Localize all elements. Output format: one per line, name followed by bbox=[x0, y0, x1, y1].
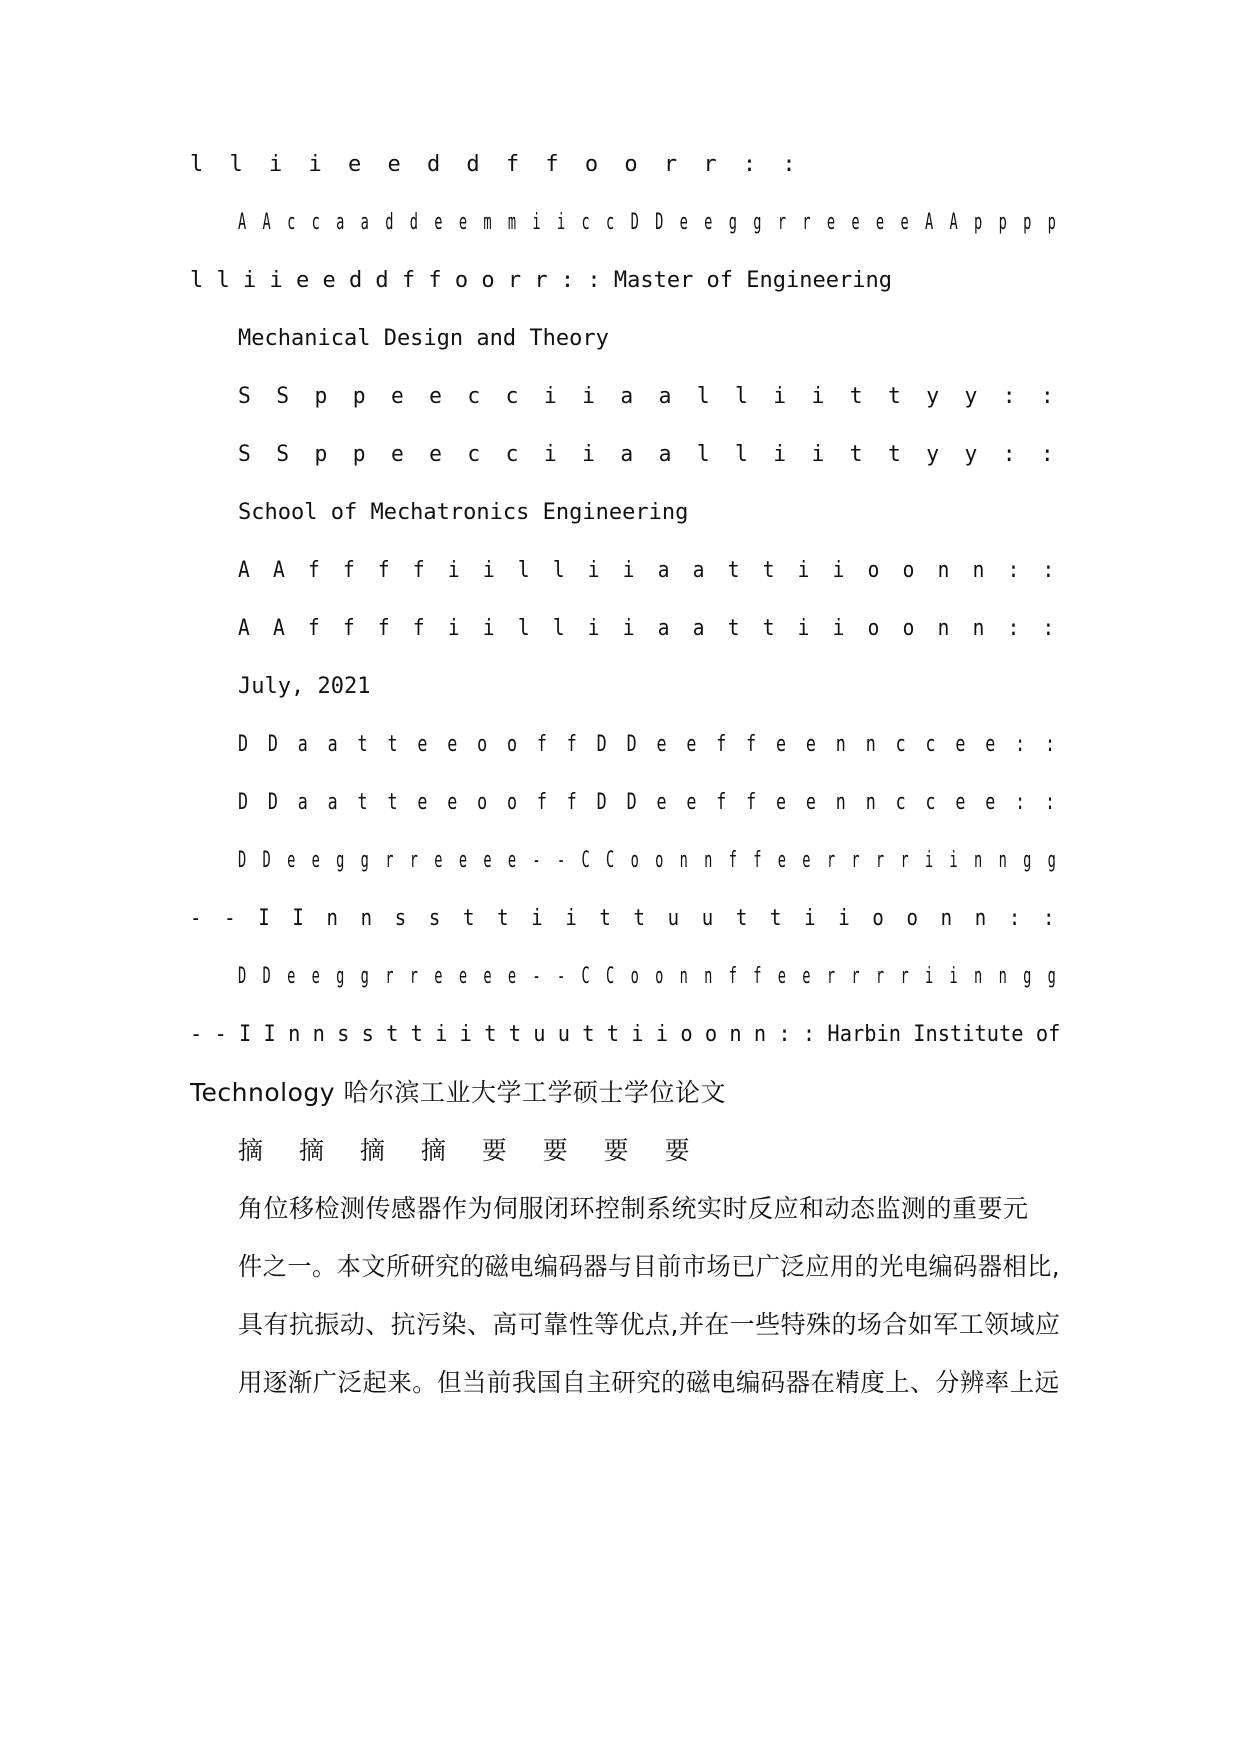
text-line-12: D D a a t t e e o o f f D D e e f f e e n n c c e e : : bbox=[238, 790, 1060, 815]
text-line-17: Technology 哈尔滨工业大学工学硕士学位论文 bbox=[190, 1078, 726, 1107]
abstract-paragraph-line-4: 用逐渐广泛起来。但当前我国自主研究的磁电编码器在精度上、分辨率上远 bbox=[238, 1368, 1060, 1397]
text-line-7: School of Mechatronics Engineering bbox=[238, 500, 689, 525]
text-line-9: A A f f f f i i l l i i a a t t i i o o n n : : bbox=[238, 616, 1061, 641]
text-line-13: D D e e g g r r e e e e - - C C o o n n f f e e r r r r i i n n g g bbox=[238, 848, 1060, 873]
text-line-6: S S p p e e c c i i a a l l i i t t y y : : bbox=[238, 442, 1061, 467]
text-line-1: l l i i e e d d f f o o r r : : bbox=[190, 152, 803, 177]
text-line-10: July, 2021 bbox=[238, 674, 371, 699]
text-line-15: D D e e g g r r e e e e - - C C o o n n f f e e r r r r i i n n g g bbox=[238, 964, 1060, 989]
text-line-8: A A f f f f i i l l i i a a t t i i o o n n : : bbox=[238, 558, 1061, 583]
abstract-paragraph-line-2: 件之一。本文所研究的磁电编码器与目前市场已广泛应用的光电编码器相比, bbox=[238, 1252, 1060, 1281]
abstract-paragraph-line-1: 角位移检测传感器作为伺服闭环控制系统实时反应和动态监测的重要元 bbox=[238, 1194, 1029, 1223]
text-line-2: A A c c a a d d e e m m i i c c D D e e g g r r e e e e A A p p p p bbox=[238, 210, 1060, 235]
text-line-11: D D a a t t e e o o f f D D e e f f e e n n c c e e : : bbox=[238, 732, 1060, 757]
text-line-3: l l i i e e d d f f o o r r : : Master of Engineering bbox=[190, 268, 892, 293]
abstract-paragraph-line-3: 具有抗振动、抗污染、高可靠性等优点,并在一些特殊的场合如军工领域应 bbox=[238, 1310, 1061, 1339]
text-line-14: - - I I n n s s t t i i t t u u t t i i o o n n : : bbox=[190, 906, 1061, 931]
abstract-heading: 摘 摘 摘 摘 要 要 要 要 bbox=[238, 1136, 704, 1165]
text-line-5: S S p p e e c c i i a a l l i i t t y y : : bbox=[238, 384, 1061, 409]
text-line-4: Mechanical Design and Theory bbox=[238, 326, 609, 351]
text-line-16: - - I I n n s s t t i i t t u u t t i i o o n n : : Harbin Institute of bbox=[190, 1022, 1061, 1047]
